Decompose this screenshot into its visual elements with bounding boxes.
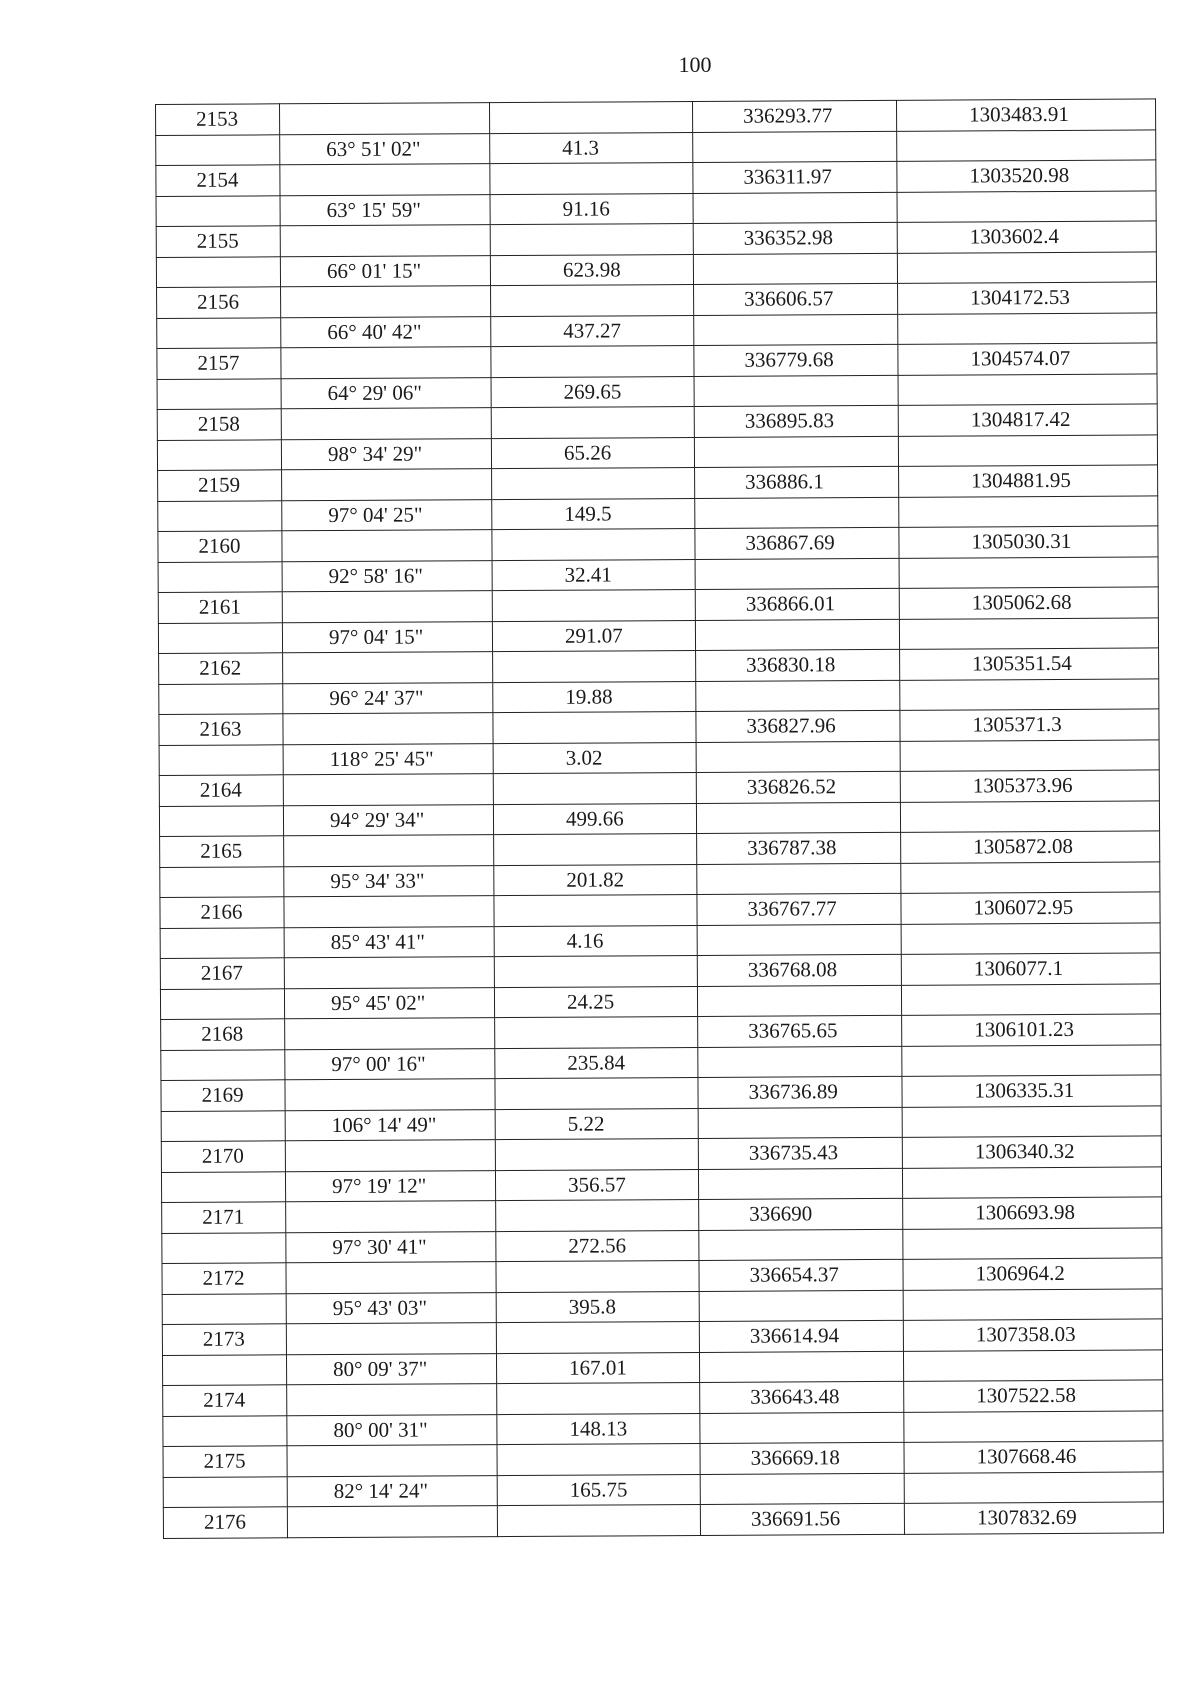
easting-cell <box>900 800 1159 832</box>
distance-cell <box>490 162 693 194</box>
bearing-cell: 106° 14' 49" <box>285 1109 495 1141</box>
point-id-cell: 2165 <box>160 836 284 867</box>
bearing-cell: 63° 15' 59" <box>280 194 490 226</box>
bearing-cell: 92° 58' 16" <box>282 560 492 592</box>
northing-cell <box>698 1107 902 1139</box>
easting-cell <box>904 1410 1163 1442</box>
distance-cell: 623.98 <box>490 254 693 286</box>
distance-cell <box>492 467 695 499</box>
northing-cell <box>700 1412 904 1444</box>
bearing-cell <box>283 713 493 745</box>
point-row <box>159 709 1159 745</box>
distance-cell <box>490 223 693 255</box>
bearing-cell: 66° 40' 42" <box>281 316 491 348</box>
northing-cell: 336606.57 <box>694 283 898 315</box>
point-id-cell <box>160 927 284 958</box>
northing-cell: 336867.69 <box>695 527 899 559</box>
northing-cell: 336895.83 <box>694 405 898 437</box>
easting-cell <box>903 1288 1162 1320</box>
point-id-cell <box>159 683 283 714</box>
distance-cell: 4.16 <box>494 925 697 957</box>
northing-cell: 336643.48 <box>700 1381 904 1413</box>
northing-cell: 336779.68 <box>694 344 898 376</box>
point-row <box>163 1502 1163 1538</box>
easting-cell <box>898 312 1157 344</box>
distance-cell: 167.01 <box>496 1352 699 1384</box>
distance-cell: 437.27 <box>491 315 694 347</box>
bearing-cell <box>283 652 493 684</box>
distance-cell <box>495 1016 698 1048</box>
easting-cell <box>902 1105 1161 1137</box>
easting-cell: 1304817.42 <box>898 404 1157 436</box>
distance-cell <box>493 711 696 743</box>
easting-cell <box>901 861 1160 893</box>
northing-cell: 336768.08 <box>697 954 901 986</box>
northing-cell <box>697 924 901 956</box>
distance-cell: 19.88 <box>493 681 696 713</box>
bearing-cell <box>282 591 492 623</box>
bearing-cell <box>286 1262 496 1294</box>
bearing-cell <box>287 1506 497 1538</box>
bearing-cell <box>281 408 491 440</box>
bearing-cell: 97° 00' 16" <box>285 1048 495 1080</box>
bearing-cell: 97° 04' 15" <box>282 621 492 653</box>
easting-cell <box>900 739 1159 771</box>
distance-cell <box>497 1504 700 1536</box>
point-id-cell: 2173 <box>162 1324 286 1355</box>
point-id-cell: 2166 <box>160 897 284 928</box>
point-row <box>163 1441 1163 1477</box>
point-row <box>159 648 1159 684</box>
distance-cell <box>496 1260 699 1292</box>
bearing-cell: 98° 34' 29" <box>281 438 491 470</box>
point-id-cell: 2163 <box>159 714 283 745</box>
point-id-cell <box>158 561 282 592</box>
point-id-cell: 2175 <box>163 1446 287 1477</box>
easting-cell: 1307358.03 <box>903 1319 1162 1351</box>
bearing-cell <box>282 530 492 562</box>
bearing-cell <box>284 896 494 928</box>
point-id-cell: 2156 <box>157 287 281 318</box>
easting-cell: 1303602.4 <box>897 221 1156 253</box>
bearing-cell: 80° 00' 31" <box>287 1414 497 1446</box>
point-id-cell: 2172 <box>162 1263 286 1294</box>
point-id-cell: 2155 <box>156 226 280 257</box>
northing-cell: 336827.96 <box>696 710 900 742</box>
distance-cell <box>495 1138 698 1170</box>
point-row <box>162 1319 1162 1355</box>
bearing-cell: 82° 14' 24" <box>287 1475 497 1507</box>
northing-cell: 336830.18 <box>696 649 900 681</box>
point-id-cell <box>156 134 280 165</box>
point-id-cell: 2164 <box>159 775 283 806</box>
bearing-cell: 64° 29' 06" <box>281 377 491 409</box>
northing-cell: 336765.65 <box>698 1015 902 1047</box>
northing-cell: 336736.89 <box>698 1076 902 1108</box>
easting-cell <box>897 129 1156 161</box>
point-id-cell <box>160 988 284 1019</box>
distance-cell <box>497 1443 700 1475</box>
distance-cell: 3.02 <box>493 742 696 774</box>
easting-cell <box>901 922 1160 954</box>
northing-cell <box>694 314 898 346</box>
northing-cell <box>693 253 897 285</box>
point-id-cell: 2158 <box>157 409 281 440</box>
easting-cell: 1306340.32 <box>902 1136 1161 1168</box>
northing-cell: 336614.94 <box>699 1320 903 1352</box>
bearing-cell <box>281 347 491 379</box>
point-row <box>157 282 1157 318</box>
northing-cell <box>700 1473 904 1505</box>
point-id-cell: 2157 <box>157 348 281 379</box>
distance-cell: 165.75 <box>497 1474 700 1506</box>
point-id-cell <box>161 1110 285 1141</box>
northing-cell: 336654.37 <box>699 1259 903 1291</box>
point-row <box>162 1197 1162 1233</box>
distance-cell: 32.41 <box>492 559 695 591</box>
easting-cell: 1304574.07 <box>898 343 1157 375</box>
northing-cell <box>695 558 899 590</box>
easting-cell: 1305030.31 <box>899 526 1158 558</box>
easting-cell <box>899 556 1158 588</box>
point-id-cell <box>163 1415 287 1446</box>
distance-cell: 201.82 <box>494 864 697 896</box>
easting-cell <box>898 373 1157 405</box>
northing-cell: 336293.77 <box>692 100 896 132</box>
distance-cell <box>491 345 694 377</box>
point-id-cell <box>163 1476 287 1507</box>
point-row <box>160 892 1160 928</box>
distance-cell: 269.65 <box>491 376 694 408</box>
northing-cell <box>697 863 901 895</box>
point-id-cell <box>162 1293 286 1324</box>
northing-cell <box>699 1290 903 1322</box>
bearing-cell <box>281 286 491 318</box>
survey-table-body <box>156 99 1164 1538</box>
point-row <box>159 770 1159 806</box>
distance-cell <box>497 1382 700 1414</box>
point-id-cell <box>158 500 282 531</box>
point-row <box>161 1075 1161 1111</box>
point-row <box>158 587 1158 623</box>
northing-cell: 336826.52 <box>696 771 900 803</box>
point-id-cell: 2167 <box>160 958 284 989</box>
distance-cell <box>494 955 697 987</box>
easting-cell: 1306693.98 <box>903 1197 1162 1229</box>
point-id-cell <box>157 439 281 470</box>
northing-cell <box>696 680 900 712</box>
distance-cell <box>493 650 696 682</box>
easting-cell <box>903 1349 1162 1381</box>
point-id-cell <box>157 378 281 409</box>
northing-cell <box>693 192 897 224</box>
survey-coordinates-table <box>155 98 1164 1538</box>
easting-cell: 1306964.2 <box>903 1258 1162 1290</box>
northing-cell: 336787.38 <box>697 832 901 864</box>
bearing-cell: 97° 04' 25" <box>282 499 492 531</box>
northing-cell <box>697 985 901 1017</box>
distance-cell <box>494 833 697 865</box>
bearing-cell: 96° 24' 37" <box>283 682 493 714</box>
point-id-cell <box>158 622 282 653</box>
bearing-cell: 66° 01' 15" <box>280 255 490 287</box>
distance-cell: 91.16 <box>490 193 693 225</box>
bearing-cell <box>285 1018 495 1050</box>
bearing-cell <box>280 103 490 135</box>
distance-cell: 395.8 <box>496 1291 699 1323</box>
distance-cell: 291.07 <box>492 620 695 652</box>
easting-cell: 1306077.1 <box>901 953 1160 985</box>
point-row <box>161 1014 1161 1050</box>
bearing-cell <box>285 1079 495 1111</box>
point-row <box>156 160 1156 196</box>
northing-cell <box>695 497 899 529</box>
easting-cell: 1303483.91 <box>896 99 1155 131</box>
northing-cell <box>698 1168 902 1200</box>
bearing-cell: 95° 45' 02" <box>284 987 494 1019</box>
distance-cell: 148.13 <box>497 1413 700 1445</box>
northing-cell: 336866.01 <box>695 588 899 620</box>
distance-cell <box>494 894 697 926</box>
easting-cell <box>898 434 1157 466</box>
point-row <box>158 526 1158 562</box>
point-id-cell: 2170 <box>161 1141 285 1172</box>
distance-cell <box>495 1077 698 1109</box>
distance-cell: 65.26 <box>491 437 694 469</box>
point-id-cell: 2160 <box>158 531 282 562</box>
easting-cell: 1305371.3 <box>900 709 1159 741</box>
northing-cell: 336691.56 <box>700 1503 904 1535</box>
easting-cell: 1306101.23 <box>902 1014 1161 1046</box>
easting-cell: 1307832.69 <box>904 1502 1163 1534</box>
point-id-cell: 2176 <box>163 1507 287 1538</box>
point-row <box>160 953 1160 989</box>
northing-cell: 336311.97 <box>693 161 897 193</box>
bearing-cell: 95° 34' 33" <box>284 865 494 897</box>
distance-cell <box>492 589 695 621</box>
distance-cell <box>493 772 696 804</box>
bearing-cell <box>284 835 494 867</box>
easting-cell <box>902 1044 1161 1076</box>
easting-cell: 1307522.58 <box>904 1380 1163 1412</box>
point-id-cell: 2162 <box>159 653 283 684</box>
point-id-cell <box>156 256 280 287</box>
northing-cell <box>694 436 898 468</box>
point-id-cell <box>156 195 280 226</box>
bearing-cell: 85° 43' 41" <box>284 926 494 958</box>
point-row <box>156 221 1156 257</box>
point-row <box>162 1258 1162 1294</box>
northing-cell: 336735.43 <box>698 1137 902 1169</box>
easting-cell <box>900 678 1159 710</box>
northing-cell <box>694 375 898 407</box>
easting-cell: 1305872.08 <box>901 831 1160 863</box>
point-id-cell: 2153 <box>156 104 280 135</box>
bearing-cell <box>286 1201 496 1233</box>
distance-cell: 499.66 <box>493 803 696 835</box>
northing-cell <box>693 131 897 163</box>
easting-cell <box>901 983 1160 1015</box>
northing-cell: 336669.18 <box>700 1442 904 1474</box>
northing-cell <box>698 1046 902 1078</box>
point-row <box>157 343 1157 379</box>
point-id-cell <box>159 805 283 836</box>
distance-cell: 41.3 <box>490 132 693 164</box>
easting-cell <box>902 1166 1161 1198</box>
easting-cell: 1307668.46 <box>904 1441 1163 1473</box>
easting-cell <box>899 617 1158 649</box>
point-id-cell <box>162 1232 286 1263</box>
point-id-cell <box>157 317 281 348</box>
point-id-cell: 2154 <box>156 165 280 196</box>
easting-cell <box>903 1227 1162 1259</box>
northing-cell <box>699 1351 903 1383</box>
easting-cell: 1305351.54 <box>900 648 1159 680</box>
point-id-cell <box>160 866 284 897</box>
bearing-cell: 118° 25' 45" <box>283 743 493 775</box>
point-id-cell <box>161 1049 285 1080</box>
distance-cell <box>489 101 692 133</box>
easting-cell: 1305373.96 <box>900 770 1159 802</box>
easting-cell: 1303520.98 <box>897 160 1156 192</box>
distance-cell <box>496 1199 699 1231</box>
distance-cell: 149.5 <box>492 498 695 530</box>
point-row <box>156 99 1156 135</box>
bearing-cell: 63° 51' 02" <box>280 133 490 165</box>
point-row <box>161 1136 1161 1172</box>
bearing-cell <box>283 774 493 806</box>
easting-cell: 1305062.68 <box>899 587 1158 619</box>
distance-cell: 5.22 <box>495 1108 698 1140</box>
northing-cell: 336767.77 <box>697 893 901 925</box>
easting-cell <box>897 251 1156 283</box>
bearing-cell: 95° 43' 03" <box>286 1292 496 1324</box>
bearing-cell <box>282 469 492 501</box>
distance-cell <box>496 1321 699 1353</box>
point-id-cell: 2159 <box>158 470 282 501</box>
point-id-cell <box>159 744 283 775</box>
bearing-cell <box>286 1323 496 1355</box>
point-row <box>160 831 1160 867</box>
bearing-cell: 97° 30' 41" <box>286 1231 496 1263</box>
page-number: 100 <box>678 52 712 77</box>
bearing-cell <box>284 957 494 989</box>
easting-cell: 1304172.53 <box>898 282 1157 314</box>
point-id-cell <box>161 1171 285 1202</box>
bearing-cell <box>287 1384 497 1416</box>
bearing-cell: 80° 09' 37" <box>286 1353 496 1385</box>
point-id-cell: 2168 <box>161 1019 285 1050</box>
easting-cell <box>897 190 1156 222</box>
distance-cell <box>491 406 694 438</box>
point-row <box>158 465 1158 501</box>
northing-cell <box>696 802 900 834</box>
distance-cell: 235.84 <box>495 1047 698 1079</box>
bearing-cell <box>280 164 490 196</box>
point-row <box>163 1380 1163 1416</box>
northing-cell: 336886.1 <box>695 466 899 498</box>
easting-cell <box>899 495 1158 527</box>
distance-cell: 272.56 <box>496 1230 699 1262</box>
bearing-cell <box>280 225 490 257</box>
distance-cell <box>491 284 694 316</box>
northing-cell <box>699 1229 903 1261</box>
northing-cell <box>695 619 899 651</box>
bearing-cell: 94° 29' 34" <box>283 804 493 836</box>
distance-cell: 24.25 <box>494 986 697 1018</box>
point-id-cell: 2169 <box>161 1080 285 1111</box>
bearing-cell <box>285 1140 495 1172</box>
easting-cell: 1304881.95 <box>899 465 1158 497</box>
point-id-cell: 2161 <box>158 592 282 623</box>
northing-cell: 336690 <box>699 1198 903 1230</box>
point-id-cell: 2171 <box>162 1202 286 1233</box>
point-id-cell <box>162 1354 286 1385</box>
easting-cell <box>904 1471 1163 1503</box>
point-row <box>157 404 1157 440</box>
easting-cell: 1306335.31 <box>902 1075 1161 1107</box>
distance-cell <box>492 528 695 560</box>
distance-cell: 356.57 <box>495 1169 698 1201</box>
northing-cell: 336352.98 <box>693 222 897 254</box>
bearing-cell: 97° 19' 12" <box>285 1170 495 1202</box>
bearing-cell <box>287 1445 497 1477</box>
northing-cell <box>696 741 900 773</box>
easting-cell: 1306072.95 <box>901 892 1160 924</box>
point-id-cell: 2174 <box>163 1385 287 1416</box>
